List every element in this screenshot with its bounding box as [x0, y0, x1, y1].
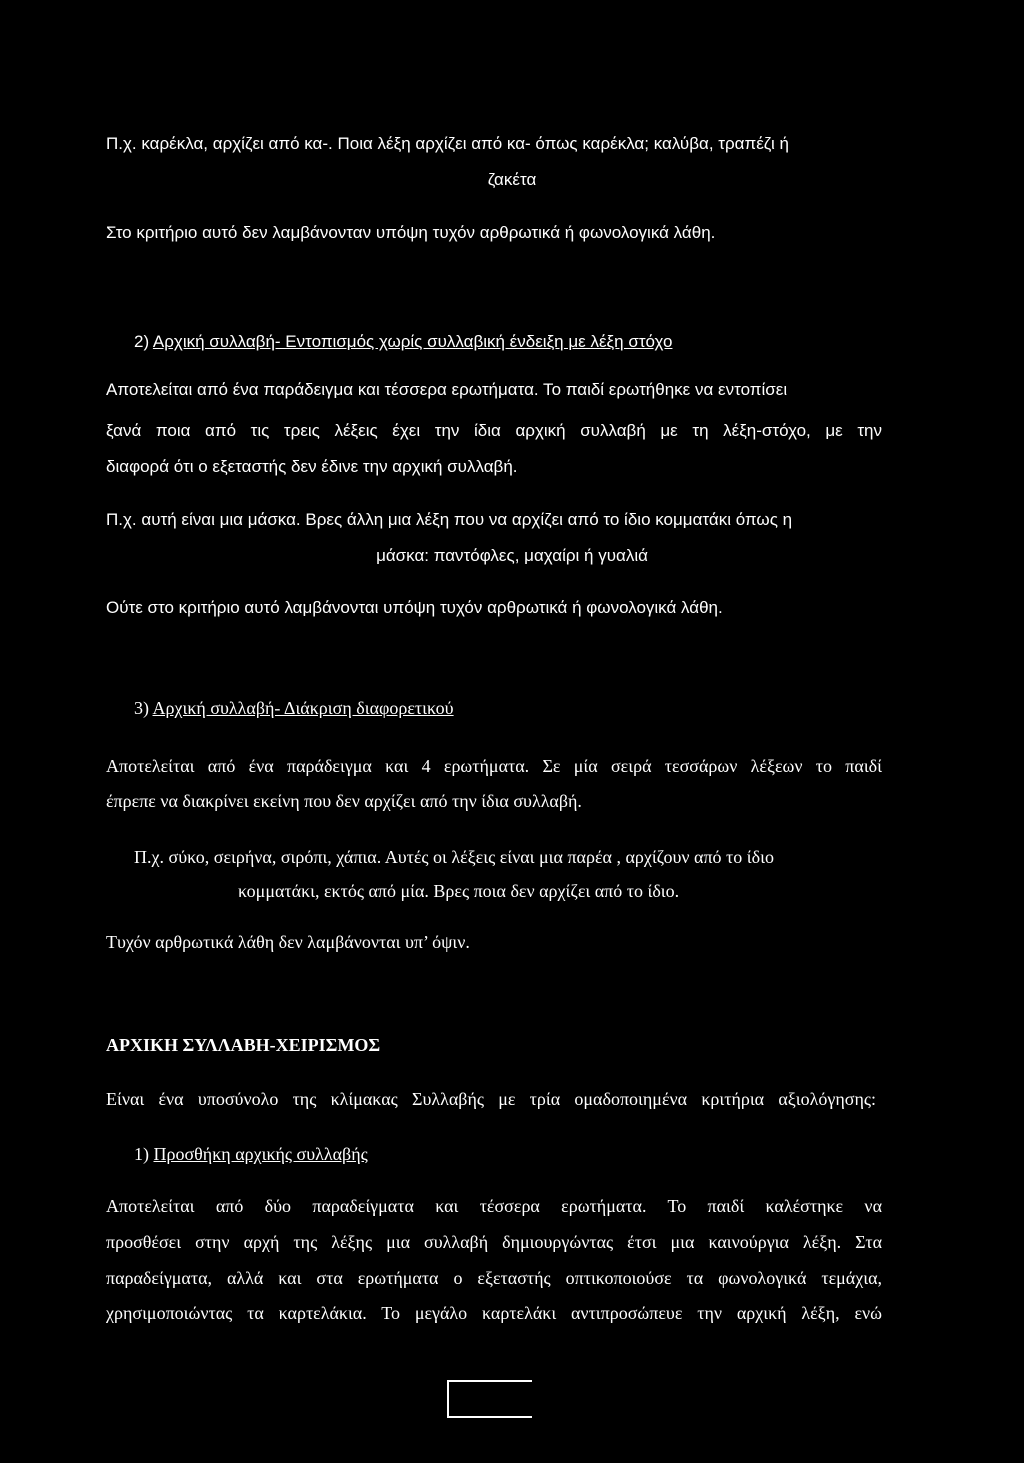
- paragraph-line: Αποτελείται από ένα παράδειγμα και τέσσερα ερωτήματα. Το παιδί ερωτήθηκε να εντοπίσει: [106, 380, 788, 399]
- example-line: Π.χ. αυτή είναι μια μάσκα. Βρες άλλη μια λέξη που να αρχίζει από το ίδιο κομματάκι όπως η: [106, 510, 793, 529]
- paragraph-line: έπρεπε να διακρίνει εκείνη που δεν αρχίζει από την ίδια συλλαβή.: [106, 791, 582, 811]
- card-left-edge: [447, 1380, 449, 1418]
- card-bottom-edge: [447, 1416, 532, 1418]
- item-heading: [134, 1143, 368, 1165]
- note-line: Στο κριτήριο αυτό δεν λαμβάνονταν υπόψη τυχόν αρθρωτικά ή φωνολογικά λάθη.: [106, 223, 716, 242]
- paragraph-line: προσθέσει στην αρχή της λέξης μια συλλαβή δημιουργώντας έτσι μια καινούργια λέξη. Στα: [106, 1232, 882, 1252]
- heading-number: 2): [134, 332, 150, 351]
- heading-number: 3): [134, 698, 149, 718]
- section-3-heading: [134, 697, 454, 719]
- paragraph-line: Αποτελείται από δύο παραδείγματα και τέσσερα ερωτήματα. Το παιδί καλέστηκε να: [106, 1196, 882, 1216]
- note-line: Τυχόν αρθρωτικά λάθη δεν λαμβάνονται υπ’ όψιν.: [106, 932, 470, 952]
- intro-line: Είναι ένα υποσύνολο της κλίμακας Συλλαβής με τρία ομαδοποιημένα κριτήρια αξιολόγησης:: [106, 1089, 876, 1109]
- example-line: Π.χ. σύκο, σειρήνα, σιρόπι, χάπια. Αυτές οι λέξεις είναι μια παρέα , αρχίζουν από το ίδιο: [134, 847, 774, 867]
- item-number: 1): [134, 1144, 149, 1164]
- paragraph-line: Αποτελείται από ένα παράδειγμα και 4 ερωτήματα. Σε μία σειρά τεσσάρων λέξεων το παιδί: [106, 756, 882, 776]
- example-line: κομματάκι, εκτός από μία. Βρες ποια δεν αρχίζει από το ίδιο.: [238, 881, 680, 901]
- example-line: μάσκα: παντόφλες, μαχαίρι ή γυαλιά: [376, 546, 648, 565]
- paragraph-line: ξανά ποια από τις τρεις λέξεις έχει την ίδια αρχική συλλαβή με τη λέξη-στόχο, με την: [106, 421, 882, 440]
- card-top-edge: [447, 1380, 532, 1382]
- item-text: Προσθήκη αρχικής συλλαβής: [153, 1144, 368, 1164]
- note-line: Ούτε στο κριτήριο αυτό λαμβάνονται υπόψη τυχόν αρθρωτικά ή φωνολογικά λάθη.: [106, 598, 723, 617]
- section-2-heading: [134, 331, 672, 353]
- paragraph-line: παραδείγματα, αλλά και στα ερωτήματα ο εξεταστής οπτικοποιούσε τα φωνολογικά τεμάχια,: [106, 1268, 882, 1288]
- example-line: ζακέτα: [487, 170, 537, 189]
- heading-text: Αρχική συλλαβή- Εντοπισμός χωρίς συλλαβική ένδειξη με λέξη στόχο: [152, 332, 673, 351]
- heading-text: Αρχική συλλαβή- Διάκριση διαφορετικού: [152, 698, 454, 718]
- paragraph-line: διαφορά ότι ο εξεταστής δεν έδινε την αρχική συλλαβή.: [106, 457, 518, 476]
- paragraph-line: χρησιμοποιώντας τα καρτελάκια. Το μεγάλο καρτελάκι αντιπροσώπευε την αρχική λέξη, ενώ: [106, 1303, 882, 1323]
- card-outline-figure: [447, 1380, 532, 1418]
- section-title: ΑΡΧΙΚΗ ΣΥΛΛΑΒΗ-ΧΕΙΡΙΣΜΟΣ: [106, 1035, 381, 1055]
- example-line: Π.χ. καρέκλα, αρχίζει από κα-. Ποια λέξη αρχίζει από κα- όπως καρέκλα; καλύβα, τραπέζι ή: [106, 134, 789, 153]
